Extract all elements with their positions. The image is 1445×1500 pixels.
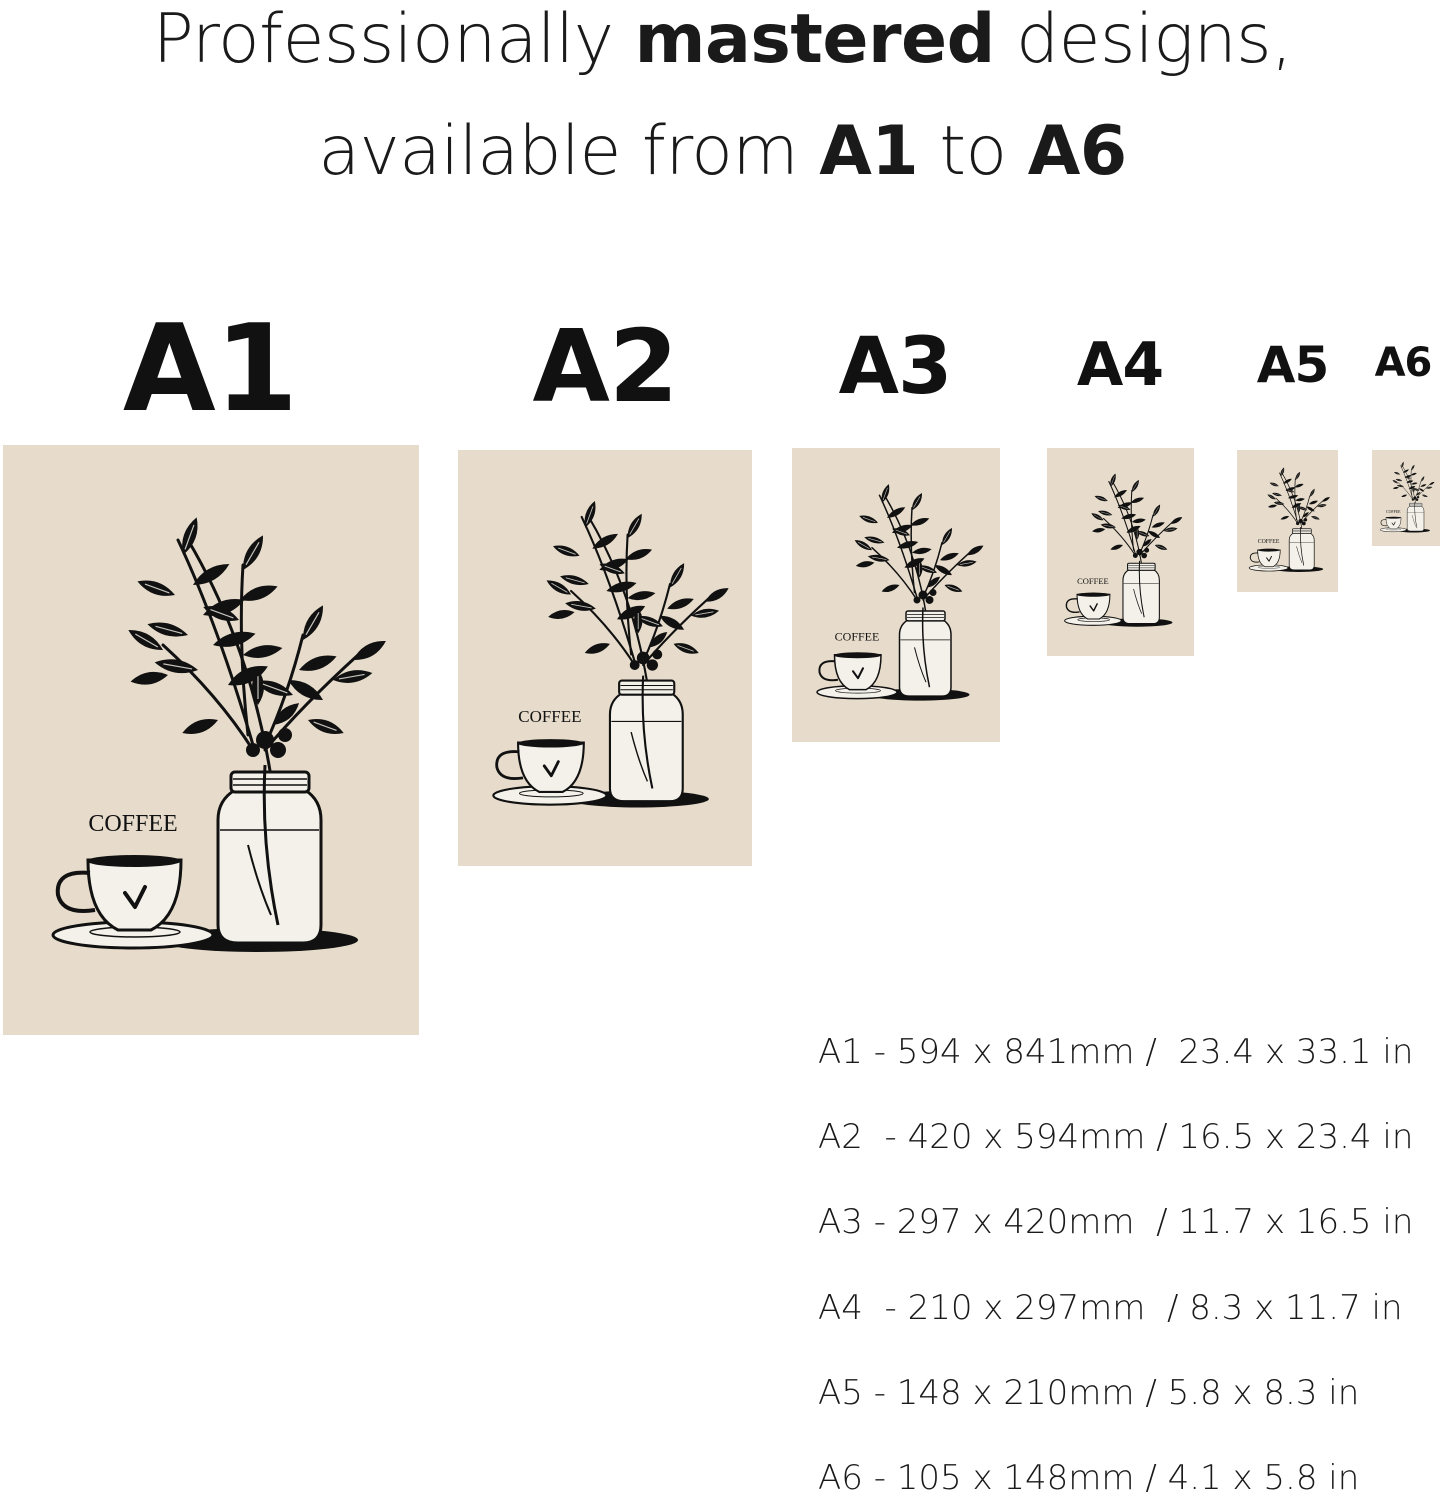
size-label-a2: A2 <box>532 308 678 425</box>
poster-coffee-text: COFFEE <box>1385 509 1401 514</box>
poster-a5 <box>1237 450 1338 592</box>
headline-line-2 <box>0 112 1445 191</box>
spec-a4: A4 - 210 x 297mm / 8.3 x 11.7 in <box>818 1288 1403 1328</box>
headline-text: Professionally <box>152 0 635 79</box>
poster-a6 <box>1372 450 1440 546</box>
size-label-a6: A6 <box>1374 340 1432 386</box>
spec-a2: A2 - 420 x 594mm / 16.5 x 23.4 in <box>818 1117 1414 1157</box>
coffee-illustration <box>1237 450 1338 592</box>
headline-line-1 <box>0 0 1445 79</box>
poster-coffee-text: COFFEE <box>88 811 178 837</box>
headline-text: available from <box>318 112 820 191</box>
coffee-illustration <box>1047 448 1194 656</box>
headline-bold-text: mastered <box>634 0 995 79</box>
spec-a3: A3 - 297 x 420mm / 11.7 x 16.5 in <box>818 1202 1414 1242</box>
spec-a6: A6 - 105 x 148mm / 4.1 x 5.8 in <box>818 1458 1360 1498</box>
poster-coffee-text: COFFEE <box>834 629 880 644</box>
coffee-illustration <box>792 448 1000 742</box>
coffee-illustration <box>3 445 419 1035</box>
size-label-a4: A4 <box>1076 330 1164 400</box>
coffee-illustration <box>458 450 752 866</box>
poster-coffee-text: COFFEE <box>1077 576 1109 587</box>
spec-a5: A5 - 148 x 210mm / 5.8 x 8.3 in <box>818 1373 1360 1413</box>
poster-a2 <box>458 450 752 866</box>
poster-coffee-text: COFFEE <box>518 707 582 727</box>
poster-a1 <box>3 445 419 1035</box>
poster-a3 <box>792 448 1000 742</box>
coffee-illustration <box>1372 450 1440 546</box>
headline-text: designs, <box>994 0 1293 79</box>
spec-a1: A1 - 594 x 841mm / 23.4 x 33.1 in <box>818 1032 1414 1072</box>
poster-coffee-text: COFFEE <box>1257 538 1280 545</box>
headline-bold-text: A6 <box>1027 112 1127 191</box>
size-label-a1: A1 <box>122 300 298 439</box>
headline-bold-text: A1 <box>819 112 919 191</box>
size-label-a3: A3 <box>838 322 952 412</box>
size-label-a5: A5 <box>1256 336 1329 394</box>
poster-a4 <box>1047 448 1194 656</box>
headline-text: to <box>918 112 1028 191</box>
